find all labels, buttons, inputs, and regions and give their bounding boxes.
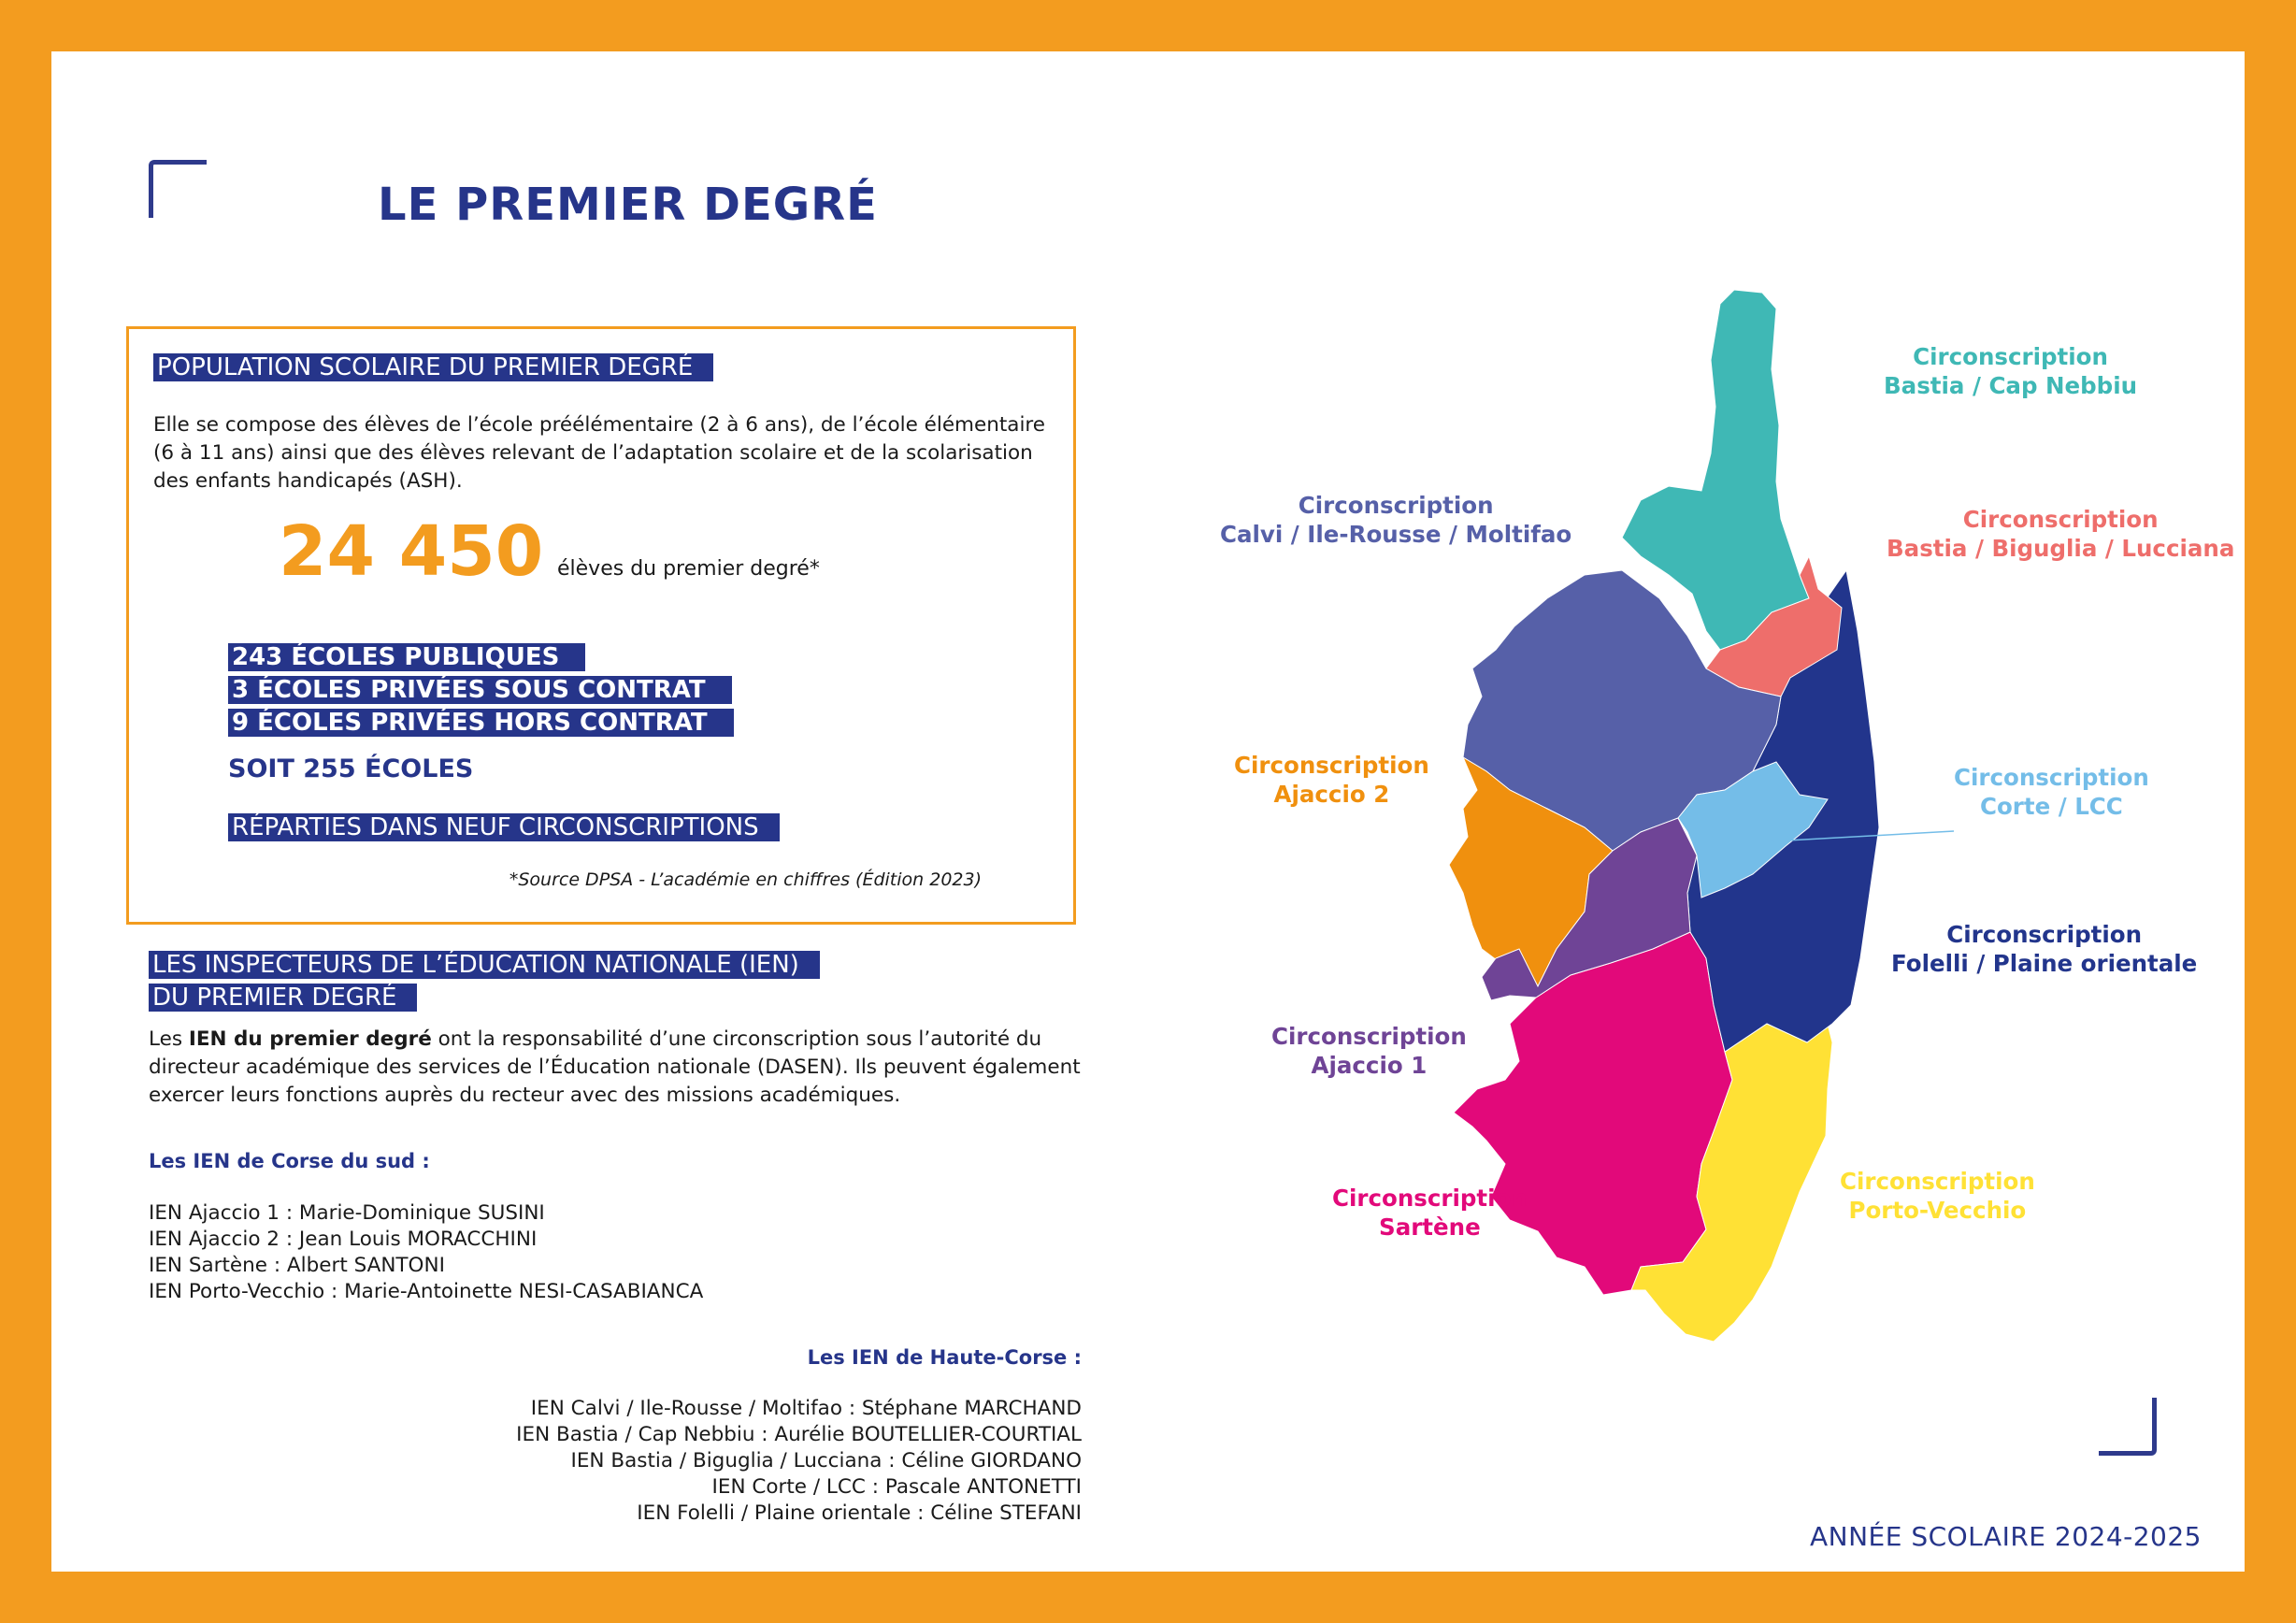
corner-bracket-bottom-right: [2099, 1398, 2157, 1456]
schools-item: 3 ÉCOLES PRIVÉES SOUS CONTRAT: [228, 674, 883, 707]
list-item: IEN Corte / LCC : Pascale ANTONETTI: [711, 1475, 1082, 1499]
south-ien-heading: Les IEN de Corse du sud :: [149, 1150, 430, 1172]
list-item: IEN Sartène : Albert SANTONI: [149, 1254, 445, 1277]
source-note: *Source DPSA - L’académie en chiffres (Édition 2023): [509, 869, 982, 890]
list-item: IEN Ajaccio 1 : Marie-Dominique SUSINI: [149, 1201, 545, 1225]
map-label-calvi: Circonscription Calvi / Ile-Rousse / Moltifao: [1220, 492, 1572, 548]
ien-heading: LES INSPECTEURS DE L’ÉDUCATION NATIONALE (IEN) DU PREMIER DEGRÉ: [149, 949, 990, 1014]
population-heading: POPULATION SCOLAIRE DU PREMIER DEGRÉ: [153, 352, 713, 383]
list-item: IEN Bastia / Cap Nebbiu : Aurélie BOUTELLIER-COURTIAL: [516, 1423, 1082, 1446]
list-item: IEN Bastia / Biguglia / Lucciana : Céline GIORDANO: [570, 1449, 1082, 1472]
list-item: IEN Calvi / Ile-Rousse / Moltifao : Stéphane MARCHAND: [530, 1397, 1082, 1420]
list-item: IEN Porto-Vecchio : Marie-Antoinette NESI-CASABIANCA: [149, 1280, 704, 1303]
map-label-bastia-cap-nebbiu: Circonscription Bastia / Cap Nebbiu: [1884, 343, 2138, 399]
map-label-ajaccio-2: Circonscription Ajaccio 2: [1234, 752, 1429, 808]
circonscriptions-banner: RÉPARTIES DANS NEUF CIRCONSCRIPTIONS: [228, 812, 780, 843]
page-title: LE PREMIER DEGRÉ: [378, 179, 878, 231]
students-count: 24 450: [279, 511, 544, 592]
map-label-bastia-biguglia: Circonscription Bastia / Biguglia / Lucciana: [1887, 506, 2235, 562]
schools-total: SOIT 255 ÉCOLES: [228, 754, 474, 783]
list-item: IEN Ajaccio 2 : Jean Louis MORACCHINI: [149, 1228, 538, 1251]
list-item: IEN Folelli / Plaine orientale : Céline STEFANI: [637, 1501, 1082, 1525]
students-label: élèves du premier degré*: [557, 557, 820, 581]
schools-item: 9 ÉCOLES PRIVÉES HORS CONTRAT: [228, 707, 883, 740]
map-label-sartene: Circonscription Sartène: [1332, 1185, 1528, 1241]
north-ien-heading: Les IEN de Haute-Corse :: [807, 1346, 1082, 1369]
map-label-porto-vecchio: Circonscription Porto-Vecchio: [1840, 1168, 2035, 1224]
schools-item: 243 ÉCOLES PUBLIQUES: [228, 641, 883, 674]
ien-description: Les IEN du premier degré ont la responsabilité d’une circonscription sous l’autorité du directeur académique des services de l’Éducation nationale (DASEN). Ils peuvent également exercer leurs fonctions auprès du recteur avec des missions académiques.: [149, 1027, 1081, 1107]
corsica-map: [51, 51, 2245, 1572]
school-year: ANNÉE SCOLAIRE 2024-2025: [1809, 1521, 2202, 1552]
population-description: Elle se compose des élèves de l’école préélémentaire (2 à 6 ans), de l’école élémentaire (6 à 11 ans) ainsi que des élèves relevant de l’adaptation scolaire et de la scolarisation des enfants handicapés (ASH).: [153, 413, 1046, 493]
map-label-folelli: Circonscription Folelli / Plaine orientale: [1891, 921, 2198, 977]
map-label-corte: Circonscription Corte / LCC: [1954, 764, 2149, 820]
map-label-ajaccio-1: Circonscription Ajaccio 1: [1271, 1023, 1467, 1079]
page-sheet: [51, 51, 2245, 1572]
